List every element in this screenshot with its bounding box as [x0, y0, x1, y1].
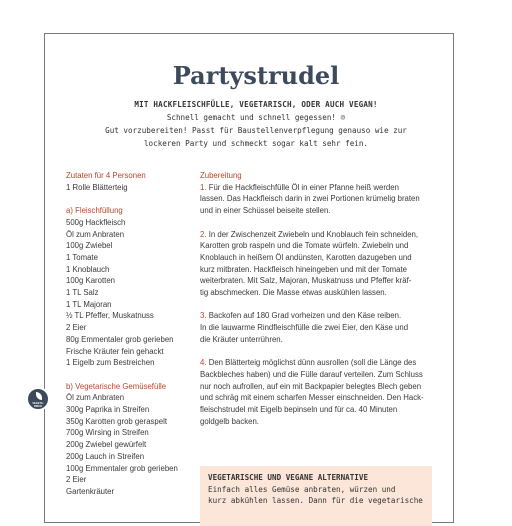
ingredient-item: 350g Karotten grob geraspelt	[66, 416, 167, 426]
step-line: nur noch aufrollen, auf ein mit Backpapier belegtes Blech geben	[200, 381, 422, 391]
step-line: Karotten grob raspeln und die Tomate würfeln. Zwiebeln und	[200, 241, 409, 251]
step-line: In die lauwarme Rindfleischfülle die zwei Eier, den Käse und	[200, 323, 409, 333]
ingredient-item: 100g Karotten	[66, 276, 115, 286]
ingredient-item: 1 Tomate	[66, 252, 98, 262]
ingredient-item: Öl zum Anbraten	[66, 229, 125, 239]
ingredient-item: 100g Zwiebel	[66, 241, 113, 251]
ingredient-item: 80g Emmentaler grob gerieben	[66, 334, 174, 344]
alternative-title: VEGETARISCHE UND VEGANE ALTERNATIVE	[208, 473, 369, 482]
ingredient-item: 1 Knoblauch	[66, 264, 110, 274]
vegetarian-badge	[26, 387, 50, 411]
ingredient-item: Öl zum Anbraten	[66, 393, 125, 403]
step-line: die Kräuter unterrühren.	[200, 334, 283, 344]
subtitle-line: Gut vorzubereiten! Passt für Baustellenverpflegung genauso wie zur	[105, 126, 407, 135]
vegan-alternative-box	[200, 466, 432, 526]
step-number: 1.	[200, 182, 207, 192]
ingredient-item: 2 Eier	[66, 475, 87, 485]
ingredient-item: ½ TL Pfeffer, Muskatnuss	[66, 311, 154, 321]
ingredient-item: 300g Paprika in Streifen	[66, 405, 150, 415]
step-number: 2.	[200, 229, 207, 239]
ingredient-item: 1 Rolle Blätterteig	[66, 182, 128, 192]
ingredient-item: 500g Hackfleisch	[66, 217, 126, 227]
meat-filling-heading: a) Fleischfüllung	[66, 206, 123, 216]
subtitle-caps: MIT HACKFLEISCHFÜLLE, VEGETARISCH, ODER AUCH VEGAN!	[134, 100, 378, 109]
step-line: Knoblauch in heißem Öl andünsten, Karotten dazugeben und	[200, 252, 412, 262]
subtitle-line: lockeren Party und schmeckt sogar kalt sehr fein.	[143, 139, 369, 148]
step-line: Backbleches haben) und die Fülle darauf verteilen. Zum Schluss	[200, 369, 423, 379]
preparation-column	[200, 170, 436, 427]
veg-filling-heading: b) Vegetarische Gemüsefülle	[66, 381, 167, 391]
step-line: und in einer Schüssel beiseite stellen.	[200, 206, 331, 216]
step-line: lassen. Das Hackfleisch darin in zwei Portionen krümelig braten	[200, 194, 420, 204]
ingredient-item: 200g Lauch in Streifen	[66, 451, 145, 461]
preparation-heading: Zubereitung	[200, 171, 242, 180]
ingredient-item: 100g Emmentaler grob gerieben	[66, 463, 178, 473]
recipe-subtitle	[60, 98, 452, 150]
leaf-icon	[36, 392, 42, 400]
alternative-line: Einfach alles Gemüse anbraten, würzen und	[208, 484, 396, 494]
step-line: fleischstrudel mit Eigelb bepinseln und für ca. 40 Minuten	[200, 405, 398, 415]
ingredient-item: Frische Kräuter fein gehackt	[66, 346, 164, 356]
step-number: 3.	[200, 311, 207, 321]
step-line: tig abschmecken. Die Masse etwas auskühlen lassen.	[200, 288, 387, 298]
ingredient-item: 200g Zwiebel gewürfelt	[66, 440, 147, 450]
step-line: 1. Für die Hackfleischfülle Öl in einer Pfanne heiß werden	[200, 182, 399, 192]
ingredient-item: 1 Eigelb zum Bestreichen	[66, 358, 155, 368]
alternative-line: kurz abkühlen lassen. Dann für die vegetarische	[208, 496, 423, 506]
step-line: 3. Backofen auf 180 Grad vorheizen und den Käse reiben.	[200, 311, 402, 321]
ingredient-item: 2 Eier	[66, 323, 87, 333]
step-line: goldgelb backen.	[200, 416, 259, 426]
ingredient-item: Gartenkräuter	[66, 486, 115, 496]
step-line: kurz mitbraten. Hackfleisch hineingeben und mit der Tomate	[200, 264, 408, 274]
step-line: und schräg mit einem scharfen Messer einschneiden. Den Hack-	[200, 393, 424, 403]
ingredient-item: 1 TL Majoran	[66, 299, 112, 309]
step-number: 4.	[200, 358, 207, 368]
step-line: weiterbraten. Mit Salz, Majoran, Muskatnuss und Pfeffer kräf-	[200, 276, 412, 286]
ingredients-heading: Zutaten für 4 Personen	[66, 171, 146, 180]
recipe-title: Partystrudel	[172, 61, 340, 90]
ingredient-item: 700g Wirsing in Streifen	[66, 428, 149, 438]
badge-label: VEGETA- RISCH	[32, 402, 44, 408]
step-line: 2. In der Zwischenzeit Zwiebeln und Knoblauch fein schneiden,	[200, 229, 419, 239]
ingredients-column	[66, 170, 196, 498]
step-line: 4. Den Blätterteig möglichst dünn ausrollen (soll die Länge des	[200, 358, 417, 368]
subtitle-line: Schnell gemacht und schnell gegessen! ☺	[166, 113, 346, 122]
ingredient-item: 1 TL Salz	[66, 288, 99, 298]
